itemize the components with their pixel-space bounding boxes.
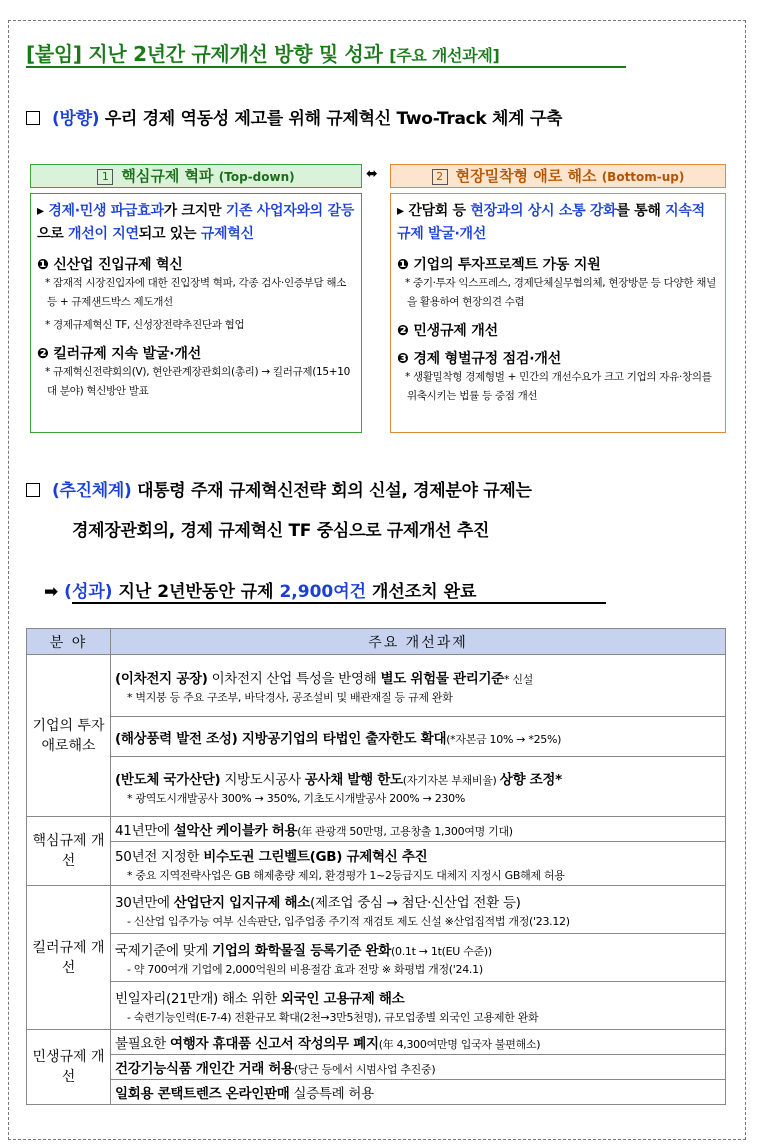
table-row: 국제기준에 맞게 기업의 화학물질 등록기준 완화(0.1t → 1t(EU 수준)) - 약 700여개 기업에 2,000억원의 비용절감 효과 전망 ※ 화평법 개정('24.1) bbox=[111, 934, 726, 982]
topdown-item-2: ❷ 킬러규제 지속 발굴·개선 bbox=[37, 346, 202, 362]
topdown-note-2: * 규제혁신전략회의(V), 현안관계장관회의(총리) → 킬러규제(15+10대 분야) 혁신방안 발표 bbox=[45, 366, 351, 397]
category-core: 핵심규제 개선 bbox=[27, 817, 111, 886]
system-line: (추진체계) 대통령 주재 규제혁신전략 회의 신설, 경제분야 규제는 bbox=[26, 476, 532, 501]
result-line: ➡ (성과) 지난 2년반동안 규제 2,900여건 개선조치 완료 bbox=[44, 582, 477, 602]
topdown-item-1: ❶ 신산업 진입규제 혁신 bbox=[37, 257, 183, 273]
topdown-intro: ▸ 경제·민생 파급효과가 크지만 기존 사업자와의 갈등으로 개선이 지연되고 있는 규제혁신 bbox=[37, 203, 354, 242]
table-row: (해상풍력 발전 조성) 지방공기업의 타법인 출자한도 확대(*자본금 10% → *25%) bbox=[111, 717, 726, 757]
header-tasks: 주요 개선과제 bbox=[111, 629, 726, 655]
bottomup-note-3: * 생활밀착형 경제형벌 + 민간의 개선수요가 크고 기업의 자유·창의를 위축시키는 법률 등 중점 개선 bbox=[405, 371, 712, 402]
bottomup-item-3: ❸ 경제 형벌규정 점검·개선 bbox=[397, 351, 562, 367]
bottomup-note-1: * 중기·투자 익스프레스, 경제단체실무협의체, 현장방문 등 다양한 채널을 활용하여 현장의견 수렴 bbox=[405, 277, 716, 308]
checkbox-icon bbox=[26, 111, 40, 125]
category-livelihood: 민생규제 개선 bbox=[27, 1030, 111, 1105]
title-underline bbox=[26, 66, 626, 68]
right-arrow-icon: ➡ bbox=[44, 582, 59, 602]
page-title: [붙임] 지난 2년간 규제개선 방향 및 성과 [주요 개선과제] bbox=[26, 42, 500, 66]
table-row: 50년전 지정한 비수도권 그린벨트(GB) 규제혁신 추진 * 중요 지역전략사업은 GB 해제총량 제외, 환경평가 1~2등급지도 대체지 지정시 GB해제 허용 bbox=[111, 842, 726, 886]
bottomup-item-2: ❷ 민생규제 개선 bbox=[397, 323, 498, 339]
track-box-topdown bbox=[30, 193, 362, 433]
topdown-note-1b: * 경제규제혁신 TF, 신성장전략추진단과 협업 bbox=[45, 319, 245, 331]
improvements-table bbox=[26, 628, 726, 1105]
result-underline bbox=[72, 602, 606, 604]
track-header-bottomup: 2 현장밀착형 애로 해소 (Bottom-up) bbox=[390, 164, 726, 188]
table-row: 빈일자리(21만개) 해소 위한 외국인 고용규제 해소 - 숙련기능인력(E-7-4) 전환규모 확대(2천→3만5천명), 규모업종별 외국인 고용제한 완화 bbox=[111, 982, 726, 1030]
checkbox-icon bbox=[26, 483, 40, 497]
table-row: 30년만에 산업단지 입지규제 해소(제조업 중심 → 첨단·신산업 전환 등) - 신산업 입주가능 여부 신속판단, 입주업종 주기적 재검토 제도 신설 ※산업집적법 개정('23.12) bbox=[111, 886, 726, 934]
table-row: (이차전지 공장) 이차전지 산업 특성을 반영해 별도 위험물 관리기준* 신설 * 벽지붕 등 주요 구조부, 바닥경사, 공조설비 및 배관재질 등 규제 완화 bbox=[111, 655, 726, 717]
topdown-note-1a: * 잠재적 시장진입자에 대한 진입장벽 혁파, 각종 검사·인증부담 해소 등 + 규제샌드박스 제도개선 bbox=[45, 277, 347, 308]
track-box-bottomup bbox=[390, 193, 726, 433]
table-row: 건강기능식품 개인간 거래 허용(당근 등에서 시범사업 추진중) bbox=[111, 1055, 726, 1080]
system-line-2: 경제장관회의, 경제 규제혁신 TF 중심으로 규제개선 추진 bbox=[72, 521, 490, 541]
track-header-topdown: 1 핵심규제 혁파 (Top-down) bbox=[30, 164, 362, 188]
table-row: 41년만에 설악산 케이블카 허용(年 관광객 50만명, 고용창출 1,300여명 기대) bbox=[111, 817, 726, 842]
bottomup-item-1: ❶ 기업의 투자프로젝트 가동 지원 bbox=[397, 257, 601, 273]
category-killer: 킬러규제 개선 bbox=[27, 886, 111, 1030]
table-row: 일회용 콘택트렌즈 온라인판매 실증특례 허용 bbox=[111, 1080, 726, 1105]
category-investment: 기업의 투자 애로해소 bbox=[27, 655, 111, 817]
bottomup-intro: ▸ 간담회 등 현장과의 상시 소통 강화를 통해 지속적 규제 발굴·개선 bbox=[397, 203, 705, 242]
header-category: 분 야 bbox=[27, 629, 111, 655]
table-row: (반도체 국가산단) 지방도시공사 공사채 발행 한도(자기자본 부채비율) 상향 조정* * 광역도시개발공사 300% → 350%, 기초도시개발공사 200% → 230% bbox=[111, 757, 726, 817]
table-row: 불필요한 여행자 휴대품 신고서 작성의무 폐지(年 4,300여만명 입국자 불편해소) bbox=[111, 1030, 726, 1055]
double-arrow-icon: ⬌ bbox=[366, 166, 378, 182]
direction-line: (방향) 우리 경제 역동성 제고를 위해 규제혁신 Two-Track 체계 구축 bbox=[26, 104, 562, 129]
